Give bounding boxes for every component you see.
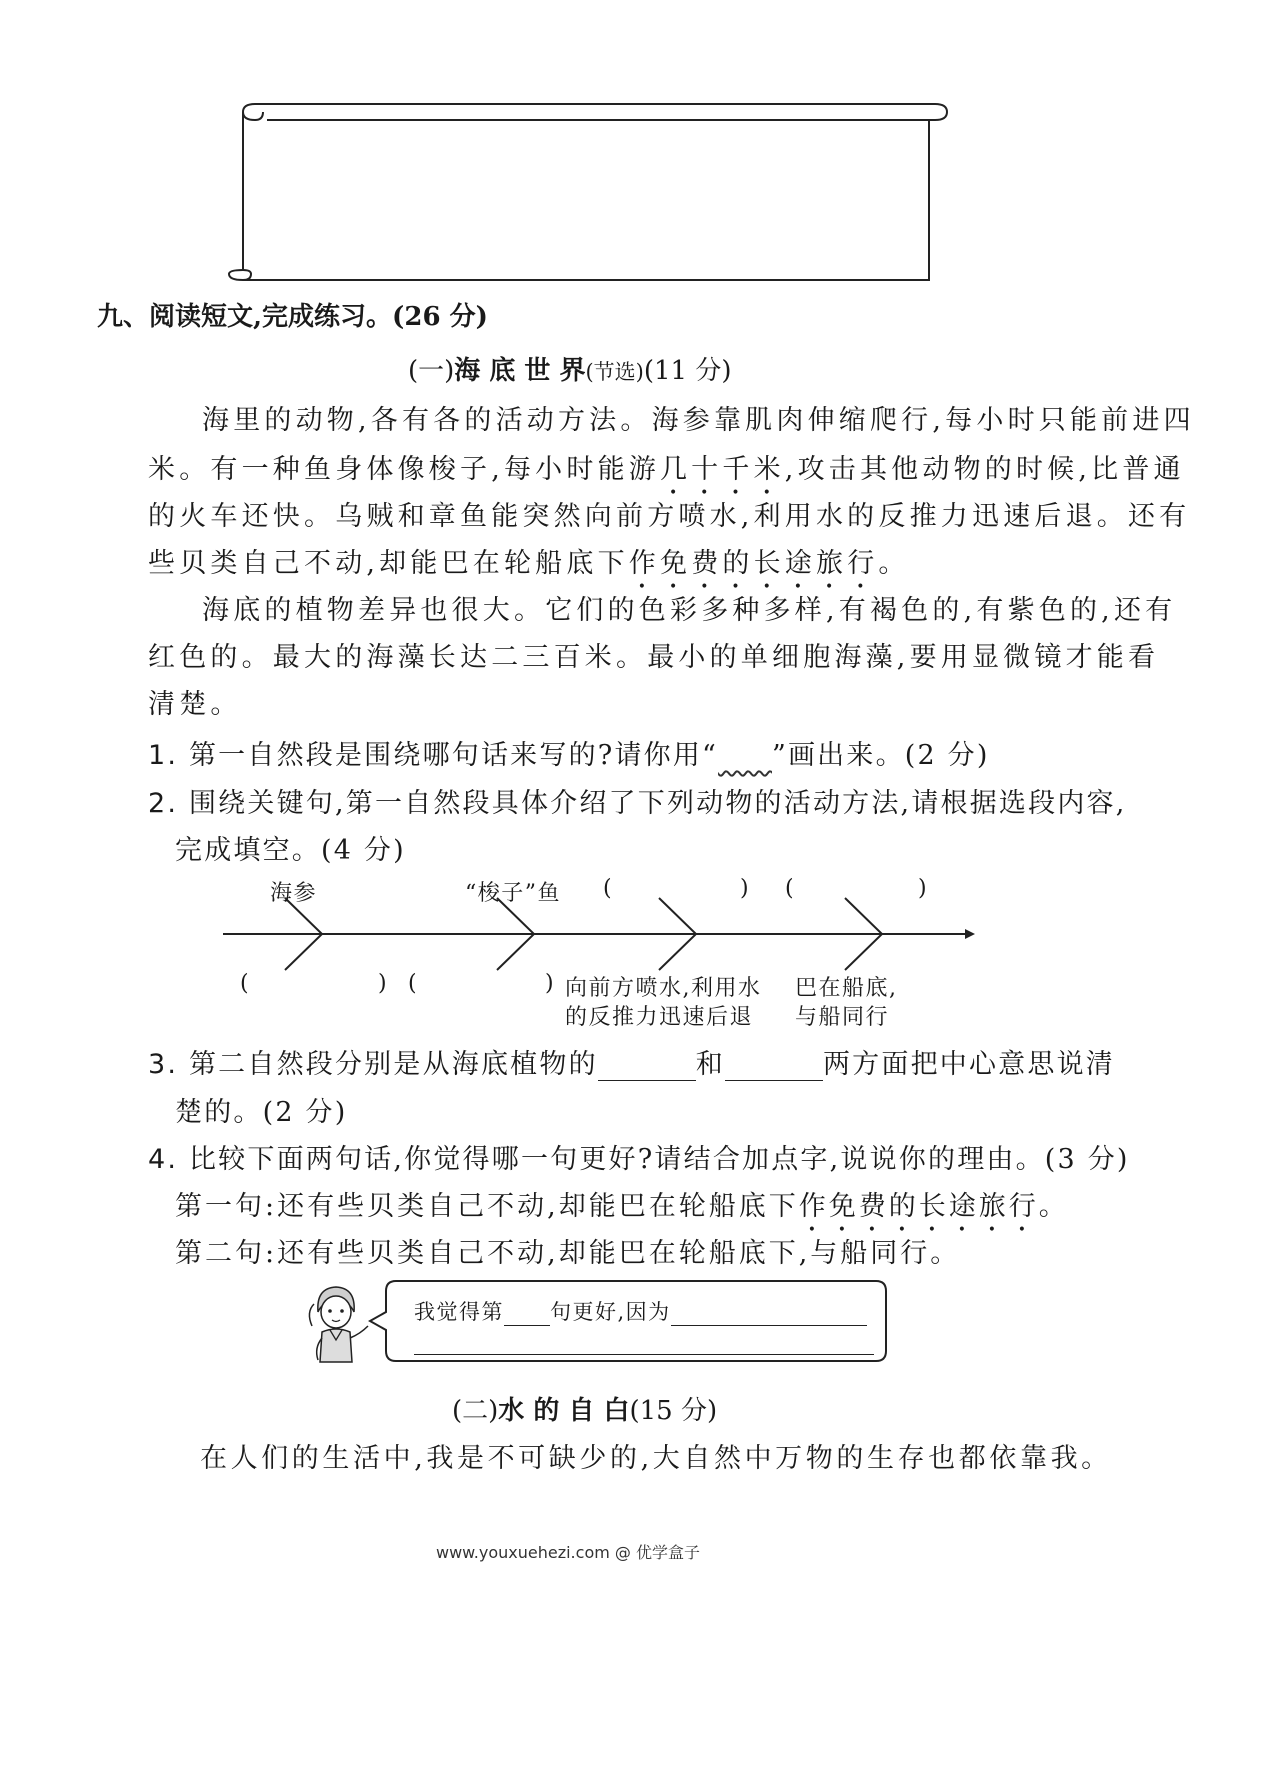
heading-score: (15 分) — [629, 1396, 718, 1426]
girl-illustration-icon — [300, 1282, 372, 1364]
passage-1-heading — [408, 350, 731, 387]
answer-blank[interactable] — [504, 1305, 550, 1326]
passage-1-title: 海 底 世 界 — [454, 356, 586, 386]
question-4: 4. 比较下面两句话,你觉得哪一句更好?请结合加点字,说说你的理由。(3 分) — [148, 1144, 1130, 1175]
label-shellfish-method: 巴在船底, — [795, 976, 898, 1001]
dotted-phrase: 作免费的长途旅行 — [798, 1191, 1039, 1222]
para2-line2: 红色的。最大的海藻长达二三百米。最小的单细胞海藻,要用显微镜才能看 — [148, 642, 1160, 673]
blank-paren-close: ) — [918, 876, 929, 901]
footer-watermark: www.youxuehezi.com @ 优学盒子 — [436, 1543, 700, 1562]
label-sea-cucumber: 海参 — [270, 881, 318, 906]
blank-paren-open: ( — [785, 876, 796, 901]
label-squid-method-2: 的反推力迅速后退 — [565, 1005, 754, 1030]
passage-2-title: 水 的 自 白 — [498, 1396, 630, 1426]
label-squid-method: 向前方喷水,利用水 — [565, 976, 762, 1001]
label-shuttle-fish: “梭子”鱼 — [465, 881, 561, 906]
arrow-diagram — [220, 868, 980, 1038]
question-2-line2: 完成填空。(4 分) — [175, 835, 406, 866]
answer-line[interactable] — [414, 1354, 874, 1355]
blank-paren-open: ( — [408, 971, 419, 996]
answer-blank[interactable] — [598, 1054, 696, 1081]
blank-paren-close: ) — [378, 971, 389, 996]
heading-number: (一) — [408, 356, 455, 386]
question-2: 2. 围绕关键句,第一自然段具体介绍了下列动物的活动方法,请根据选段内容, — [148, 788, 1127, 819]
answer-blank[interactable] — [671, 1305, 867, 1326]
para1-line2: 米。有一种鱼身体像梭子,每小时能游几十千米,攻击其他动物的时候,比普通 — [148, 454, 1185, 485]
sentence-1: 第一句:还有些贝类自己不动,却能巴在轮船底下作免费的长途旅行。 — [175, 1191, 1069, 1222]
blank-paren-close: ) — [545, 971, 556, 996]
answer-blank[interactable] — [725, 1054, 823, 1081]
section-9-title: 九、阅读短文,完成练习。(26 分) — [97, 302, 488, 332]
arrow-head-icon — [965, 929, 975, 939]
para2-line3: 清楚。 — [148, 689, 242, 720]
passage-2-heading — [452, 1390, 717, 1427]
blank-paren-open: ( — [240, 971, 251, 996]
para2-line1: 海底的植物差异也很大。它们的色彩多种多样,有褐色的,有紫色的,还有 — [202, 595, 1177, 626]
question-1: 1. 第一自然段是围绕哪句话来写的?请你用“ ”画出来。(2 分) — [148, 740, 990, 771]
sentence-2: 第二句:还有些贝类自己不动,却能巴在轮船底下,与船同行。 — [175, 1238, 961, 1269]
heading-number: (二) — [452, 1396, 499, 1426]
dotted-phrase: 几十千米 — [659, 454, 785, 485]
blank-paren-open: ( — [603, 876, 614, 901]
question-3: 3. 第二自然段分别是从海底植物的 和 两方面把中心意思说清 — [148, 1049, 1115, 1080]
para1-line4: 些贝类自己不动,却能巴在轮船底下作免费的长途旅行。 — [148, 548, 910, 579]
para1-line3: 的火车还快。乌贼和章鱼能突然向前方喷水,利用水的反推力迅速后退。还有 — [148, 501, 1191, 532]
speech-line-1: 我觉得第 句更好,因为 — [414, 1296, 867, 1326]
dotted-phrase: 作免费的长途旅行 — [628, 548, 879, 579]
wavy-line-icon — [718, 740, 772, 771]
label-shellfish-method-2: 与船同行 — [795, 1005, 890, 1030]
question-3-line2: 楚的。(2 分) — [175, 1097, 348, 1128]
passage-2-line1: 在人们的生活中,我是不可缺少的,大自然中万物的生存也都依靠我。 — [200, 1443, 1112, 1474]
heading-note: (节选) — [585, 360, 644, 384]
para1-line1: 海里的动物,各有各的活动方法。海参靠肌肉伸缩爬行,每小时只能前进四 — [202, 405, 1195, 436]
blank-paren-close: ) — [740, 876, 751, 901]
heading-score: (11 分) — [643, 356, 732, 386]
scroll-frame-icon — [215, 98, 955, 288]
